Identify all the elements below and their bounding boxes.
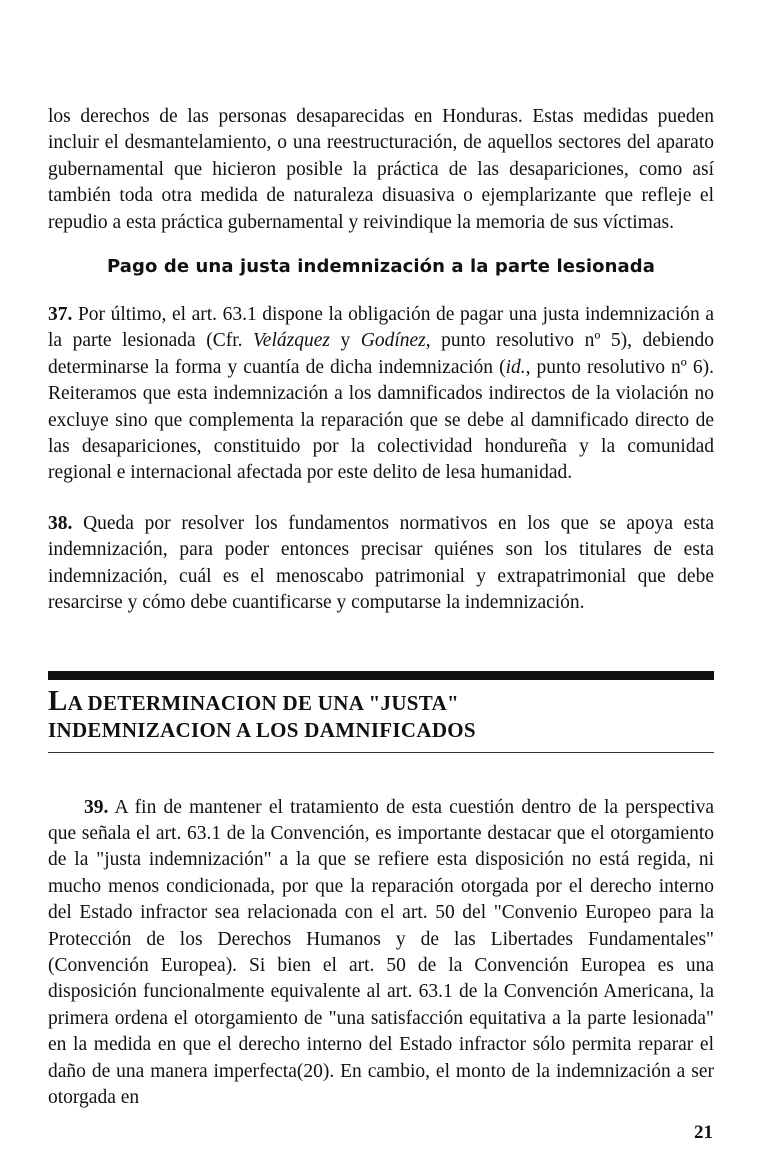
title-initial: L (48, 684, 68, 717)
paragraph-text: Por último, el art. 63.1 dispone la obligación de pagar una justa indemnización a la parte lesionada (Cfr. (48, 304, 714, 352)
paragraph-text: , punto resolutivo nº 5), debiendo determinarse la forma y cuantía de dicha indemnización ( (48, 330, 714, 378)
paragraph-number: 37. (48, 304, 73, 326)
citation-id: id. (505, 356, 526, 378)
paragraph-text: , punto resolutivo nº 6). Reiteramos que esta indemnización a los damnificados indirectos de la violación no excluye sino que complementa la reparación que se debe al damnificado directo de las desapariciones, constituido por la colectividad hondureña y la comunidad regional e internacional afectada por este delito de lesa humanidad. (48, 356, 714, 484)
paragraph-text: Queda por resolver los fundamentos normativos en los que se apoya esta indemnización, para poder entonces precisar quiénes son los titulares de esta indemnización, cuál es el menoscabo patrimonial y extrapatrimonial que debe resarcirse y cómo debe cuantificarse y computarse la indemnización. (48, 512, 714, 614)
paragraph-text: y (329, 330, 361, 352)
paragraph-number: 39. (84, 796, 109, 818)
section-subheading: Pago de una justa indemnización a la parte lesionada (106, 256, 656, 278)
section-heading (48, 659, 714, 753)
paragraph-39 (48, 795, 714, 1112)
paragraph-number: 38. (48, 512, 73, 534)
heading-rule-thin (48, 752, 714, 753)
heading-rule-thick (48, 671, 714, 680)
page-number: 21 (694, 1122, 713, 1143)
title-line2: INDEMNIZACION A LOS DAMNIFICADOS (48, 717, 476, 742)
intro-paragraph (48, 104, 714, 236)
page-content (48, 104, 714, 1111)
title-line1: A DETERMINACION DE UNA "JUSTA" (67, 690, 459, 715)
paragraph-37 (48, 302, 714, 487)
section-title (48, 684, 714, 744)
case-name: Godínez (360, 330, 426, 352)
intro-text: los derechos de las personas desaparecidas en Honduras. Estas medidas pueden incluir el desmantelamiento, o una reestructuración, de aquellos sectores del aparato gubernamental que hicieron posible la práctica de las desapariciones, como así también toda otra medida de naturaleza disuasiva o ejemplarizante que refleje el repudio a esta práctica gubernamental y reivindique la memoria de sus víctimas. (48, 106, 714, 233)
paragraph-38 (48, 511, 714, 617)
paragraph-text: A fin de mantener el tratamiento de esta cuestión dentro de la perspectiva que señala el art. 63.1 de la Convención, es importante destacar que el otorgamiento de la "justa indemnización" a la que se refiere esta disposición no está regida, ni mucho menos condicionada, por que la reparación otorgada por el derecho interno del Estado infractor sea relacionada con el art. 50 del "Convenio Europeo para la Protección de los Derechos Humanos y de las Libertades Fundamentales" (Convención Europea). Si bien el art. 50 de la Convención Europea es una disposición funcionalmente equivalente al art. 63.1 de la Convención Americana, la primera ordena el otorgamiento de "una satisfacción equitativa a la parte lesionada" en la medida en que el derecho interno del Estado infractor sólo permita reparar el daño de una manera imperfecta(20). En cambio, el monto de la indemnización a ser otorgada en (48, 796, 714, 1108)
case-name: Velázquez (253, 330, 330, 352)
